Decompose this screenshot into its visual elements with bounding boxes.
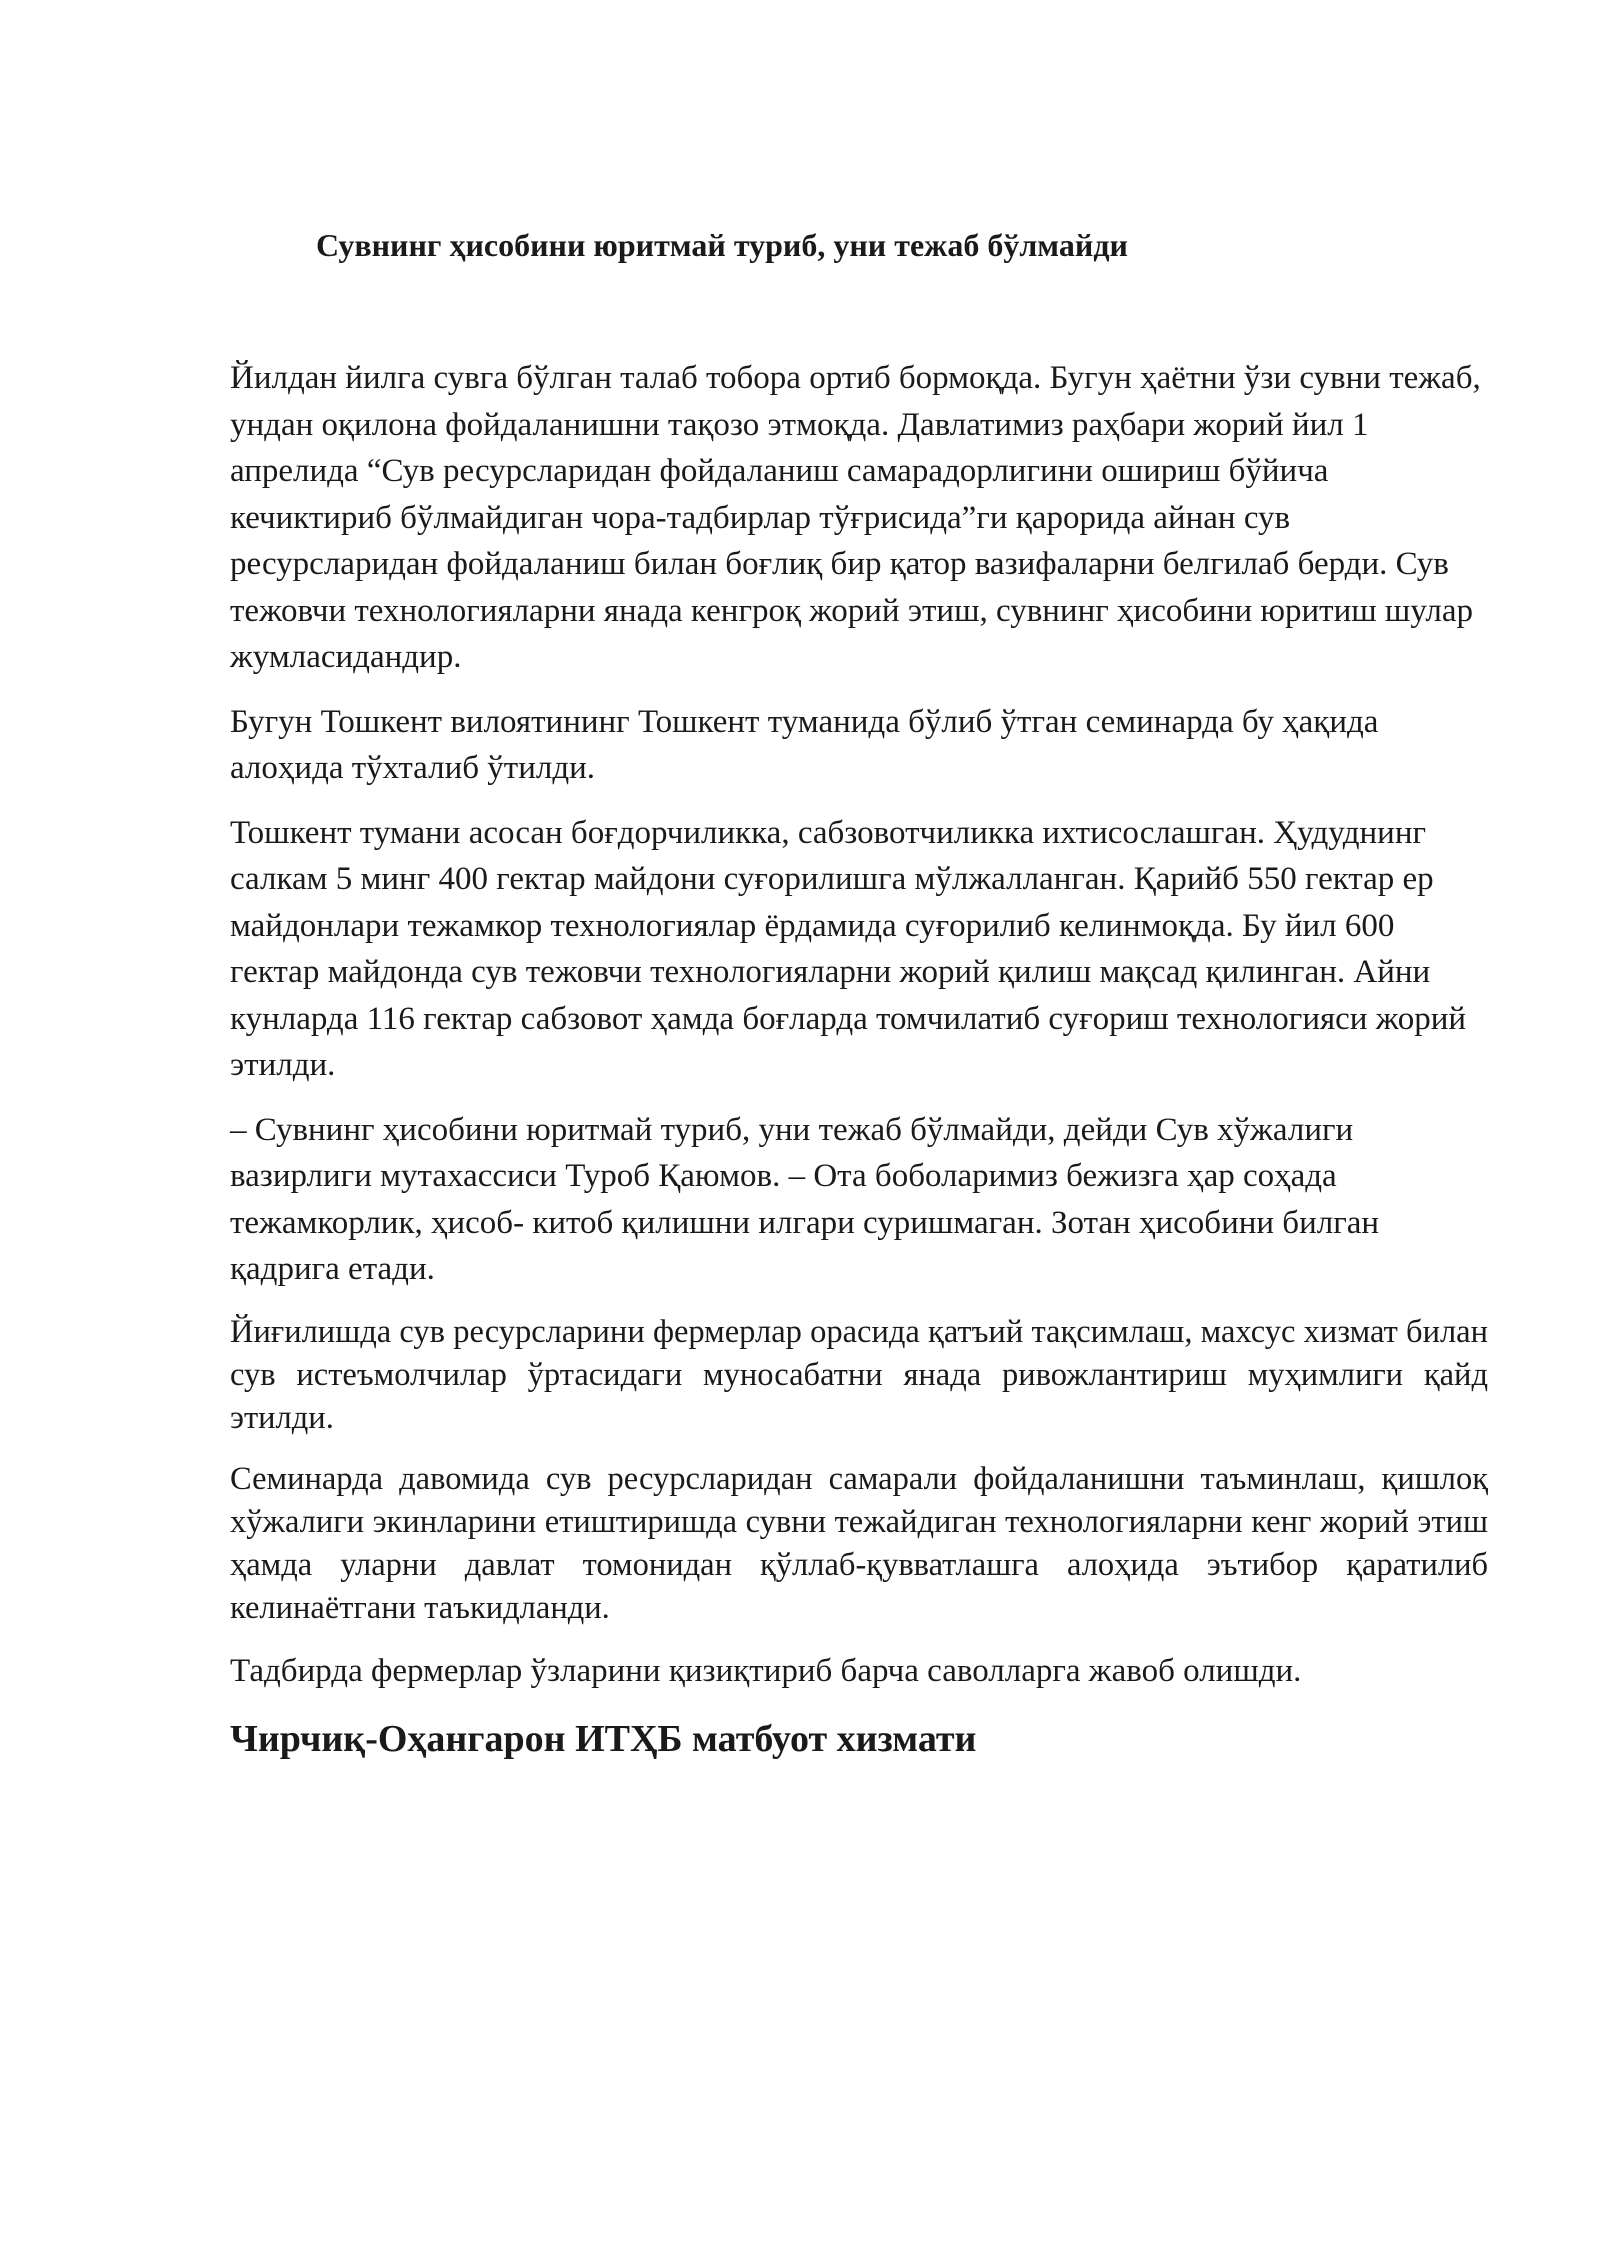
paragraph-meeting: Йиғилишда сув ресурсларини фермерлар орасида қатъий тақсимлаш, махсус хизмат билан сув истеъмолчилар ўртасидаги муносабатни янада ривожлантириш муҳимлиги қайд этилди. xyxy=(230,1313,1488,1436)
paragraph-district: Тошкент тумани асосан боғдорчиликка, сабзовотчиликка ихтисослашган. Ҳудуднинг салкам 5 минг 400 гектар майдони суғорилишга мўлжалланган. Қарийб 550 гектар ер майдонлари тежамкор технологиялар ёрдамида суғорилиб келинмоқда. Бу йил 600 гектар майдонда сув тежовчи технологияларни жорий қилиш мақсад қилинган. Айни кунларда 116 гектар сабзовот ҳамда боғларда томчилатиб суғориш технологияси жорий этилди. xyxy=(230,814,1467,1083)
paragraph-conclusion: Тадбирда фермерлар ўзларини қизиқтириб барча саволларга жавоб олишди. xyxy=(230,1652,1302,1689)
document-body xyxy=(230,355,1488,1784)
press-service-signature: Чирчиқ-Оҳангарон ИТҲБ матбуот хизмати xyxy=(230,1718,977,1760)
paragraph-emphasis: Семинарда давомида сув ресурсларидан самарали фойдаланишни таъминлаш, қишлоқ хўжалиги экинларини етиштиришда сувни тежайдиган технологияларни кенг жорий этиш ҳамда уларни давлат томонидан қўллаб-қувватлашга алоҳида эътибор қаратилиб келинаётгани таъкидланди. xyxy=(230,1460,1488,1626)
paragraph-intro: Йилдан йилга сувга бўлган талаб тобора ортиб бормоқда. Бугун ҳаётни ўзи сувни тежаб, ундан оқилона фойдаланишни тақозо этмоқда. Давлатимиз раҳбари жорий йил 1 апрелида “Сув ресурсларидан фойдаланиш самарадорлигини ошириш бўйича кечиктириб бўлмайдиган чора-тадбирлар тўғрисида”ги қарорида айнан сув ресурсларидан фойдаланиш билан боғлиқ бир қатор вазифаларни белгилаб берди. Сув тежовчи технологияларни янада кенгроқ жорий этиш, сувнинг ҳисобини юритиш шулар жумласидандир. xyxy=(230,360,1481,675)
paragraph-quote: – Сувнинг ҳисобини юритмай туриб, уни тежаб бўлмайди, дейди Сув хўжалиги вазирлиги мутахассиси Туроб Қаюмов. – Ота боболаримиз бежизга ҳар соҳада тежамкорлик, ҳисоб- китоб қилишни илгари суришмаган. Зотан ҳисобини билган қадрига етади. xyxy=(230,1111,1380,1287)
document-title: Сувнинг ҳисобини юритмай туриб, уни тежаб бўлмайди xyxy=(316,227,1128,263)
paragraph-seminar: Бугун Тошкент вилоятининг Тошкент туманида бўлиб ўтган семинарда бу ҳақида алоҳида тўхталиб ўтилди. xyxy=(230,703,1379,786)
